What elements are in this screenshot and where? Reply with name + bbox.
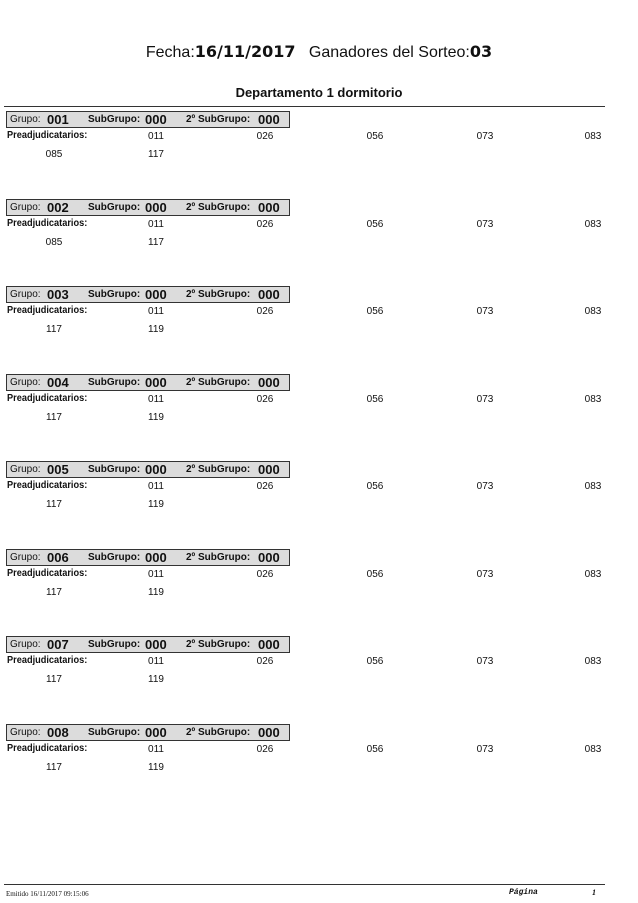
preadjudicatario-number: 085 bbox=[45, 149, 63, 160]
fecha-value: 16/11/2017 bbox=[194, 42, 296, 61]
preadjudicatario-number: 056 bbox=[366, 569, 384, 580]
preadjudicatario-number: 056 bbox=[366, 131, 384, 142]
preadjudicatario-number: 011 bbox=[148, 219, 164, 230]
subgrupo2-value: 000 bbox=[258, 287, 280, 302]
grupo-value: 007 bbox=[47, 637, 69, 652]
preadjudicatario-number: 026 bbox=[256, 744, 274, 755]
footer-divider bbox=[4, 884, 605, 885]
group-header-box bbox=[6, 374, 290, 391]
grupo-label: Grupo: bbox=[10, 639, 41, 650]
preadjudicatario-number: 056 bbox=[366, 481, 384, 492]
subgrupo-value: 000 bbox=[145, 550, 167, 565]
grupo-label: Grupo: bbox=[10, 377, 41, 388]
group-block bbox=[0, 286, 638, 366]
preadjudicatario-number: 083 bbox=[584, 569, 602, 580]
grupo-value: 002 bbox=[47, 200, 69, 215]
subgrupo-value: 000 bbox=[145, 637, 167, 652]
report-subtitle: Departamento 1 dormitorio bbox=[235, 85, 403, 100]
grupo-label: Grupo: bbox=[10, 202, 41, 213]
preadjudicatarios-label: Preadjudicatarios: bbox=[7, 655, 88, 666]
preadjudicatarios-label: Preadjudicatarios: bbox=[7, 218, 88, 229]
preadjudicatarios-label: Preadjudicatarios: bbox=[7, 393, 88, 404]
preadjudicatario-number: 083 bbox=[584, 131, 602, 142]
subgrupo-label: SubGrupo: bbox=[88, 114, 141, 125]
preadjudicatario-number: 073 bbox=[476, 131, 494, 142]
subgrupo2-label: 2º SubGrupo: bbox=[186, 202, 251, 213]
subgrupo2-value: 000 bbox=[258, 725, 280, 740]
subgrupo-label: SubGrupo: bbox=[88, 727, 141, 738]
preadjudicatario-number: 119 bbox=[148, 674, 164, 685]
preadjudicatario-number: 056 bbox=[366, 306, 384, 317]
preadjudicatario-number: 056 bbox=[366, 656, 384, 667]
preadjudicatario-number: 117 bbox=[46, 499, 62, 510]
grupo-value: 006 bbox=[47, 550, 69, 565]
preadjudicatario-number: 117 bbox=[46, 324, 62, 335]
preadjudicatario-number: 011 bbox=[148, 394, 164, 405]
preadjudicatario-number: 119 bbox=[148, 324, 164, 335]
subgrupo-label: SubGrupo: bbox=[88, 289, 141, 300]
subgrupo2-value: 000 bbox=[258, 112, 280, 127]
pagina-label: Página bbox=[509, 888, 538, 897]
preadjudicatario-number: 117 bbox=[46, 587, 62, 598]
sorteo-label: Ganadores del Sorteo: bbox=[308, 44, 470, 61]
preadjudicatarios-label: Preadjudicatarios: bbox=[7, 305, 88, 316]
group-header-box bbox=[6, 461, 290, 478]
subgrupo2-label: 2º SubGrupo: bbox=[186, 552, 251, 563]
preadjudicatario-number: 117 bbox=[148, 149, 164, 160]
preadjudicatario-number: 026 bbox=[256, 656, 274, 667]
preadjudicatarios-label: Preadjudicatarios: bbox=[7, 130, 88, 141]
group-block bbox=[0, 199, 638, 279]
preadjudicatario-number: 056 bbox=[366, 394, 384, 405]
group-header-box bbox=[6, 724, 290, 741]
subgrupo2-label: 2º SubGrupo: bbox=[186, 377, 251, 388]
grupo-label: Grupo: bbox=[10, 727, 41, 738]
grupo-label: Grupo: bbox=[10, 114, 41, 125]
preadjudicatario-number: 073 bbox=[476, 481, 494, 492]
subgrupo2-label: 2º SubGrupo: bbox=[186, 639, 251, 650]
subgrupo2-value: 000 bbox=[258, 637, 280, 652]
preadjudicatario-number: 026 bbox=[256, 569, 274, 580]
preadjudicatario-number: 119 bbox=[148, 412, 164, 423]
group-block bbox=[0, 111, 638, 191]
preadjudicatario-number: 073 bbox=[476, 569, 494, 580]
preadjudicatarios-label: Preadjudicatarios: bbox=[7, 480, 88, 491]
subgrupo-label: SubGrupo: bbox=[88, 552, 141, 563]
group-block bbox=[0, 461, 638, 541]
preadjudicatario-number: 011 bbox=[148, 481, 164, 492]
preadjudicatario-number: 011 bbox=[148, 744, 164, 755]
subgrupo-label: SubGrupo: bbox=[88, 464, 141, 475]
emitido-text: Emitido 16/11/2017 09:15:06 bbox=[6, 890, 89, 898]
preadjudicatario-number: 073 bbox=[476, 306, 494, 317]
preadjudicatario-number: 011 bbox=[148, 656, 164, 667]
grupo-label: Grupo: bbox=[10, 464, 41, 475]
preadjudicatario-number: 119 bbox=[148, 587, 164, 598]
preadjudicatario-number: 083 bbox=[584, 481, 602, 492]
group-block bbox=[0, 549, 638, 629]
fecha-label: Fecha: bbox=[145, 44, 195, 61]
subgrupo2-value: 000 bbox=[258, 200, 280, 215]
preadjudicatario-number: 026 bbox=[256, 394, 274, 405]
sorteo-value: 03 bbox=[469, 42, 493, 61]
subgrupo-value: 000 bbox=[145, 200, 167, 215]
subgrupo-label: SubGrupo: bbox=[88, 639, 141, 650]
preadjudicatario-number: 083 bbox=[584, 744, 602, 755]
subgrupo-value: 000 bbox=[145, 375, 167, 390]
pagina-number: 1 bbox=[592, 888, 596, 897]
preadjudicatario-number: 119 bbox=[148, 499, 164, 510]
grupo-label: Grupo: bbox=[10, 552, 41, 563]
subgrupo2-label: 2º SubGrupo: bbox=[186, 114, 251, 125]
grupo-value: 001 bbox=[47, 112, 69, 127]
preadjudicatario-number: 083 bbox=[584, 219, 602, 230]
preadjudicatario-number: 026 bbox=[256, 481, 274, 492]
header-divider bbox=[4, 106, 605, 107]
preadjudicatario-number: 056 bbox=[366, 744, 384, 755]
subgrupo2-value: 000 bbox=[258, 462, 280, 477]
preadjudicatario-number: 117 bbox=[46, 412, 62, 423]
preadjudicatario-number: 011 bbox=[148, 131, 164, 142]
subgrupo2-label: 2º SubGrupo: bbox=[186, 289, 251, 300]
preadjudicatario-number: 083 bbox=[584, 656, 602, 667]
preadjudicatarios-label: Preadjudicatarios: bbox=[7, 568, 88, 579]
preadjudicatario-number: 026 bbox=[256, 219, 274, 230]
preadjudicatario-number: 117 bbox=[148, 237, 164, 248]
preadjudicatario-number: 026 bbox=[256, 306, 274, 317]
group-header-box bbox=[6, 111, 290, 128]
subgrupo-value: 000 bbox=[145, 112, 167, 127]
grupo-value: 003 bbox=[47, 287, 69, 302]
subgrupo2-label: 2º SubGrupo: bbox=[186, 464, 251, 475]
preadjudicatario-number: 085 bbox=[45, 237, 63, 248]
preadjudicatario-number: 073 bbox=[476, 656, 494, 667]
group-header-box bbox=[6, 636, 290, 653]
subgrupo2-label: 2º SubGrupo: bbox=[186, 727, 251, 738]
subgrupo-value: 000 bbox=[145, 725, 167, 740]
preadjudicatario-number: 011 bbox=[148, 569, 164, 580]
group-header-box bbox=[6, 286, 290, 303]
grupo-value: 008 bbox=[47, 725, 69, 740]
preadjudicatario-number: 073 bbox=[476, 744, 494, 755]
grupo-value: 004 bbox=[47, 375, 69, 390]
group-header-box bbox=[6, 549, 290, 566]
preadjudicatario-number: 011 bbox=[148, 306, 164, 317]
grupo-label: Grupo: bbox=[10, 289, 41, 300]
group-header-box bbox=[6, 199, 290, 216]
preadjudicatario-number: 026 bbox=[256, 131, 274, 142]
preadjudicatario-number: 073 bbox=[476, 394, 494, 405]
grupo-value: 005 bbox=[47, 462, 69, 477]
preadjudicatario-number: 117 bbox=[46, 762, 62, 773]
subgrupo-value: 000 bbox=[145, 462, 167, 477]
preadjudicatario-number: 073 bbox=[476, 219, 494, 230]
subgrupo-value: 000 bbox=[145, 287, 167, 302]
subgrupo-label: SubGrupo: bbox=[88, 202, 141, 213]
group-block bbox=[0, 636, 638, 716]
preadjudicatario-number: 083 bbox=[584, 306, 602, 317]
preadjudicatario-number: 119 bbox=[148, 762, 164, 773]
preadjudicatario-number: 083 bbox=[584, 394, 602, 405]
subgrupo2-value: 000 bbox=[258, 550, 280, 565]
group-block bbox=[0, 374, 638, 454]
report-header bbox=[0, 42, 638, 62]
preadjudicatario-number: 117 bbox=[46, 674, 62, 685]
preadjudicatario-number: 056 bbox=[366, 219, 384, 230]
group-block bbox=[0, 724, 638, 804]
preadjudicatarios-label: Preadjudicatarios: bbox=[7, 743, 88, 754]
subgrupo2-value: 000 bbox=[258, 375, 280, 390]
subgrupo-label: SubGrupo: bbox=[88, 377, 141, 388]
